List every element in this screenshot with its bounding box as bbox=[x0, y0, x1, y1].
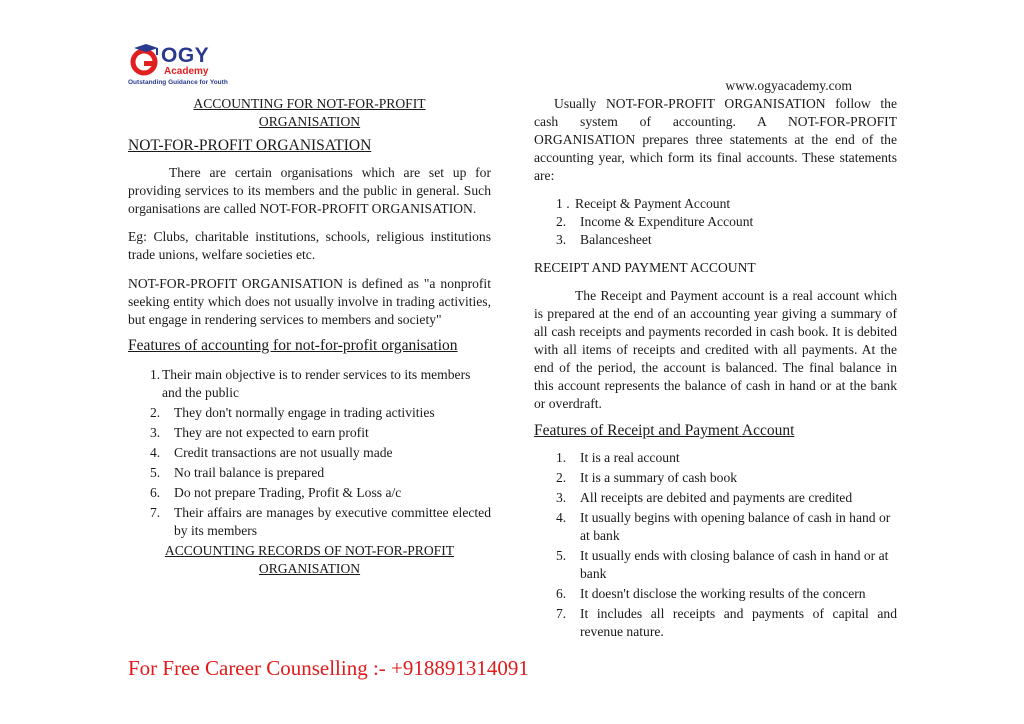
page-title-line1: ACCOUNTING FOR NOT-FOR-PROFIT bbox=[193, 96, 426, 111]
list-item: 4. It usually begins with opening balance of cash in hand or at bank bbox=[556, 510, 891, 543]
rp-features-list bbox=[534, 449, 897, 641]
logo-g-icon bbox=[128, 44, 162, 78]
rp-features-heading: Features of Receipt and Payment Account bbox=[534, 422, 795, 439]
rp-heading: RECEIPT AND PAYMENT ACCOUNT bbox=[534, 260, 756, 275]
nfp-definition-paragraph: There are certain organisations which are set up for providing services to its members and the public in general. Such organisations are called NOT-FOR-PROFIT ORGANISATION. bbox=[128, 165, 491, 216]
list-item: 5. It usually ends with closing balance of cash in hand or at bank bbox=[556, 548, 889, 581]
logo-sub: Academy bbox=[164, 66, 209, 77]
list-item: 7. Their affairs are manages by executive committee elected by its members bbox=[150, 505, 491, 538]
left-column bbox=[128, 95, 491, 578]
section-heading-nfp: NOT-FOR-PROFIT ORGANISATION bbox=[128, 137, 372, 154]
list-item: 2. It is a summary of cash book bbox=[556, 470, 738, 485]
intro-paragraph: Usually NOT-FOR-PROFIT ORGANISATION follow the cash system of accounting. A NOT-FOR-PROFIT ORGANISATION prepares three statements at the end of the accounting year, which form its final accounts. These statements are: bbox=[534, 96, 897, 183]
examples-paragraph: Eg: Clubs, charitable institutions, schools, religious institutions trade unions, welfare societies etc. bbox=[128, 229, 491, 262]
list-item: 2. They don't normally engage in trading activities bbox=[150, 405, 435, 420]
logo-tagline: Outstanding Guidance for Youth bbox=[128, 79, 228, 86]
list-item: 3. Balancesheet bbox=[556, 232, 652, 247]
list-item: 4. Credit transactions are not usually made bbox=[150, 445, 393, 460]
formal-definition-paragraph: NOT-FOR-PROFIT ORGANISATION is defined as "a nonprofit seeking entity which does not usually involve in trading activities, but engage in rendering services to members and society" bbox=[128, 276, 491, 327]
right-column bbox=[534, 77, 897, 641]
list-item: 1. It is a real account bbox=[556, 450, 680, 465]
features-heading: Features of accounting for not-for-profit organisation bbox=[128, 337, 458, 354]
website-url: www.ogyacademy.com bbox=[725, 78, 852, 93]
list-item: 1 . Receipt & Payment Account bbox=[556, 196, 731, 211]
list-item: 6. It doesn't disclose the working results of the concern bbox=[556, 586, 866, 601]
list-item: 3. All receipts are debited and payments are credited bbox=[556, 490, 853, 505]
logo bbox=[128, 44, 228, 90]
list-item: 3. They are not expected to earn profit bbox=[150, 425, 369, 440]
list-item: 1. Their main objective is to render services to its members and the public bbox=[150, 367, 471, 400]
page-title-line2: ORGANISATION bbox=[258, 114, 361, 129]
list-item: 5. No trail balance is prepared bbox=[150, 465, 325, 480]
list-item: 6. Do not prepare Trading, Profit & Loss a/c bbox=[150, 485, 402, 500]
rp-paragraph: The Receipt and Payment account is a real account which is prepared at the end of an accounting year giving a summary of all cash receipts and payments recorded in cash book. It is debited with all items of receipts and credited with all payments. At the end of the period, the account is balanced. The final balance in this account represents the balance of cash in hand or at the bank or overdraft. bbox=[534, 288, 897, 411]
statements-list bbox=[534, 195, 897, 249]
list-item: 7. It includes all receipts and payments of capital and revenue nature. bbox=[556, 606, 897, 639]
career-counselling-footer: For Free Career Counselling :- +918891314091 bbox=[128, 656, 529, 680]
features-list bbox=[128, 366, 491, 540]
list-item: 2. Income & Expenditure Account bbox=[556, 214, 754, 229]
records-heading-line1: ACCOUNTING RECORDS OF NOT-FOR-PROFIT bbox=[164, 543, 455, 558]
logo-brand: OGY bbox=[161, 44, 210, 67]
records-heading-line2: ORGANISATION bbox=[258, 561, 361, 576]
